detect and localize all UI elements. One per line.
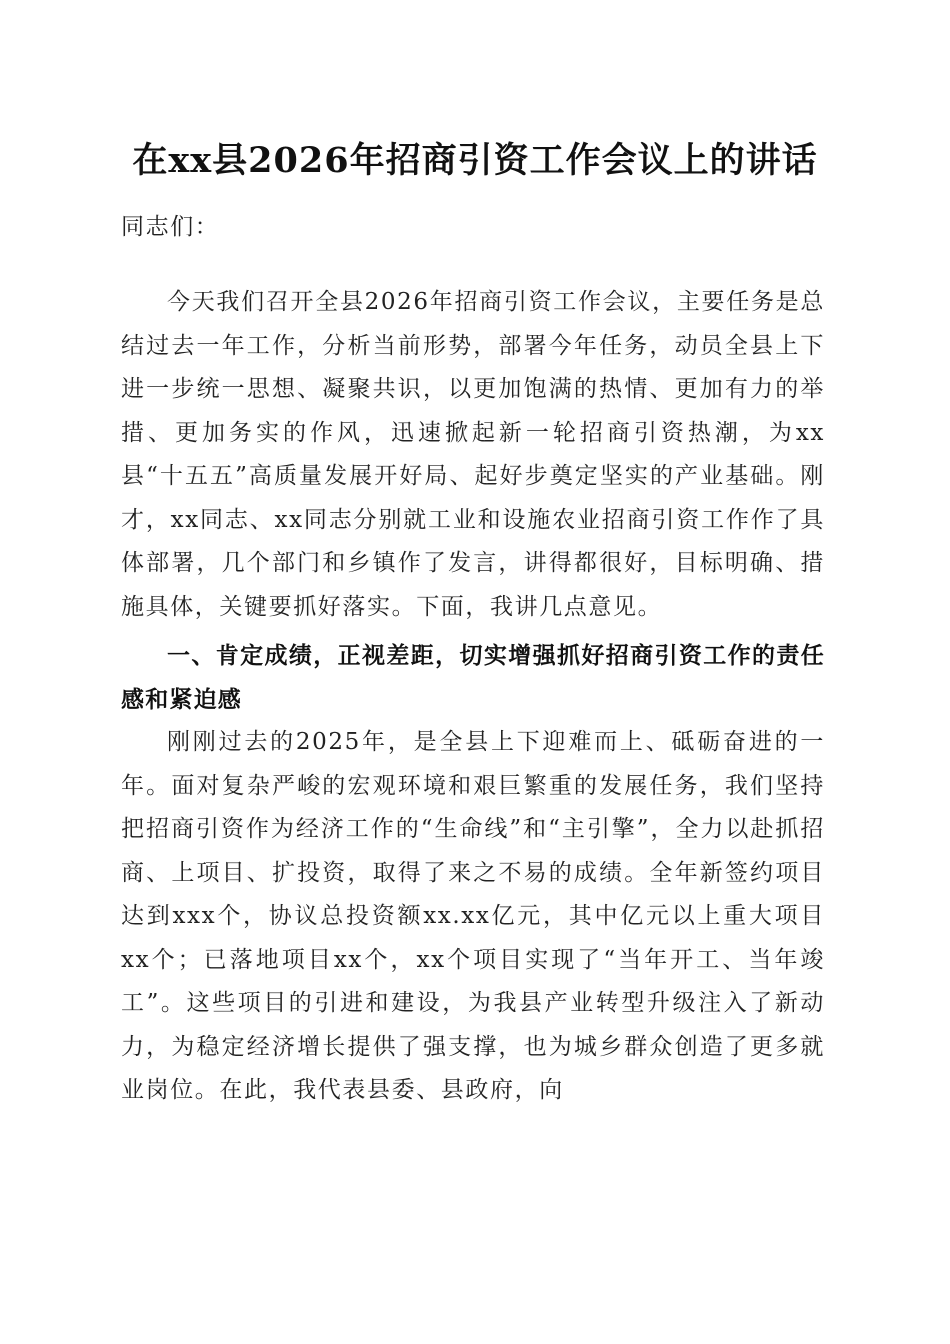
section-1-paragraph: 刚刚过去的2025年，是全县上下迎难而上、砥砺奋进的一年。面对复杂严峻的宏观环境和艰巨繁重的发展任务，我们坚持把招商引资作为经济工作的“生命线”和“主引擎”，全力以赴抓招商、上项目、扩投资，取得了来之不易的成绩。全年新签约项目达到xxx个，协议总投资额xx.xx亿元，其中亿元以上重大项目xx个；已落地项目xx个，xx个项目实现了“当年开工、当年竣工”。这些项目的引进和建设，为我县产业转型升级注入了新动力，为稳定经济增长提供了强支撑，也为城乡群众创造了更多就业岗位。在此，我代表县委、县政府，向 bbox=[121, 729, 825, 1103]
document-title: 在xx县2026年招商引资工作会议上的讲话 bbox=[132, 140, 818, 181]
salutation: 同志们： bbox=[121, 214, 220, 240]
opening-paragraph: 今天我们召开全县2026年招商引资工作会议，主要任务是总结过去一年工作，分析当前形势，部署今年任务，动员全县上下进一步统一思想、凝聚共识，以更加饱满的热情、更加有力的举措、更加务实的作风，迅速掀起新一轮招商引资热潮，为xx县“十五五”高质量发展开好局、起好步奠定坚实的产业基础。刚才，xx同志、xx同志分别就工业和设施农业招商引资工作作了具体部署，几个部门和乡镇作了发言，讲得都很好，目标明确、措施具体，关键要抓好落实。下面，我讲几点意见。 bbox=[121, 289, 825, 620]
section-heading-1: 一、肯定成绩，正视差距，切实增强抓好招商引资工作的责任感和紧迫感 bbox=[121, 643, 825, 713]
